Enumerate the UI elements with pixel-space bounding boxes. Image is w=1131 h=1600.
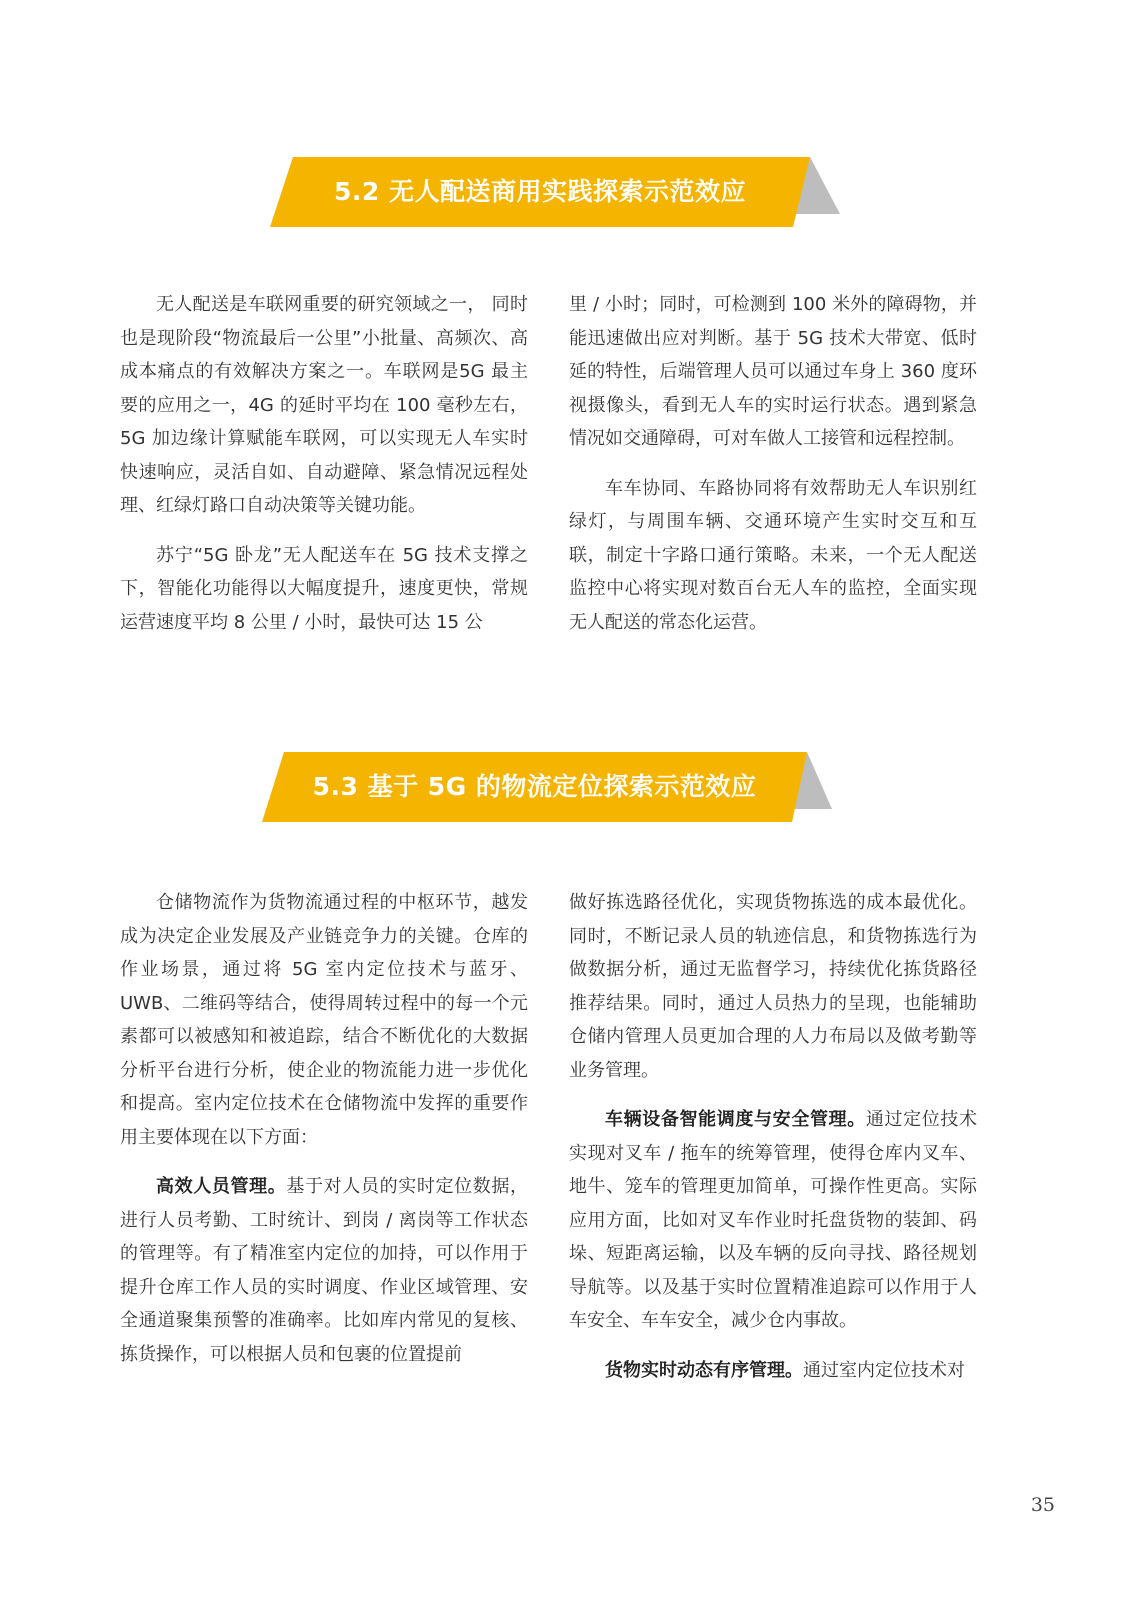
bold-lead-paragraph	[569, 1354, 977, 1388]
paragraph-body: 通过室内定位技术对	[803, 1359, 965, 1381]
section-5-2-left-column	[120, 288, 528, 655]
paragraph-body: 基于对人员的实时定位数据，进行人员考勤、工时统计、到岗 / 离岗等工作状态的管理等。有了精准室内定位的加持，可以作用于提升仓库工作人员的实时调度、作业区域管理、安全通道聚集预警的准确率。比如库内常见的复核、拣货操作，可以根据人员和包裹的位置提前	[120, 1176, 528, 1365]
page-number: 35	[1030, 1494, 1055, 1516]
section-5-3-right-column	[569, 886, 977, 1403]
paragraph-heading: 高效人员管理。	[156, 1176, 287, 1197]
bold-lead-paragraph	[120, 1170, 528, 1371]
bold-lead-paragraph	[569, 1103, 977, 1338]
paragraph-body: 通过定位技术实现对叉车 / 拖车的统筹管理，使得仓库内叉车、地牛、笼车的管理更加简单，可操作性更高。实际应用方面，比如对叉车作业时托盘货物的装卸、码垛、短距离运输，以及车辆的反向寻找、路径规划导航等。以及基于实时位置精准追踪可以作用于人车安全、车车安全，减少仓内事故。	[569, 1109, 978, 1331]
section-5-3-title: 5.3 基于 5G 的物流定位探索示范效应	[312, 772, 757, 801]
section-5-3-left-column	[120, 886, 528, 1387]
paragraph-continuation: 里 / 小时；同时，可检测到 100 米外的障碍物，并能迅速做出应对判断。基于 5G 技术大带宽、低时延的特性，后端管理人员可以通过车身上 360 度环视摄像头，看到无人车的实时运行状态。遇到紧急情况如交通障碍，可对车做人工接管和远程控制。	[569, 294, 977, 449]
paragraph-continuation: 做好拣选路径优化，实现货物拣选的成本最优化。同时，不断记录人员的轨迹信息，和货物拣选行为做数据分析，通过无监督学习，持续优化拣货路径推荐结果。同时，通过人员热力的呈现，也能辅助仓储内管理人员更加合理的人力布局以及做考勤等业务管理。	[569, 892, 977, 1081]
section-5-2-title: 5.2 无人配送商用实践探索示范效应	[334, 177, 746, 206]
section-5-2-right-column	[569, 288, 977, 655]
paragraph-heading: 货物实时动态有序管理。	[605, 1359, 803, 1381]
paragraph: 车车协同、车路协同将有效帮助无人车识别红绿灯，与周围车辆、交通环境产生实时交互和互联，制定十字路口通行策略。未来，一个无人配送监控中心将实现对数百台无人车的监控，全面实现无人配送的常态化运营。	[569, 477, 977, 633]
paragraph: 仓储物流作为货物流通过程的中枢环节，越发成为决定企业发展及产业链竞争力的关键。仓库的作业场景，通过将 5G 室内定位技术与蓝牙、UWB、二维码等结合，使得周转过程中的每一个元素都可以被感知和被追踪，结合不断优化的大数据分析平台进行分析，使企业的物流能力进一步优化和提高。室内定位技术在仓储物流中发挥的重要作用主要体现在以下方面：	[120, 892, 528, 1148]
paragraph-heading: 车辆设备智能调度与安全管理。	[605, 1109, 866, 1130]
paragraph: 无人配送是车联网重要的研究领域之一， 同时也是现阶段“物流最后一公里”小批量、高频次、高成本痛点的有效解决方案之一。车联网是5G 最主要的应用之一，4G 的延时平均在 100 毫秒左右，5G 加边缘计算赋能车联网，可以实现无人车实时快速响应，灵活自如、自动避障、紧急情况远程处理、红绿灯路口自动决策等关键功能。	[120, 294, 528, 516]
section-5-3-banner	[262, 752, 832, 822]
paragraph: 苏宁“5G 卧龙”无人配送车在 5G 技术支撑之下，智能化功能得以大幅度提升，速度更快，常规运营速度平均 8 公里 / 小时，最快可达 15 公	[120, 544, 528, 633]
section-5-2-banner	[270, 157, 840, 227]
